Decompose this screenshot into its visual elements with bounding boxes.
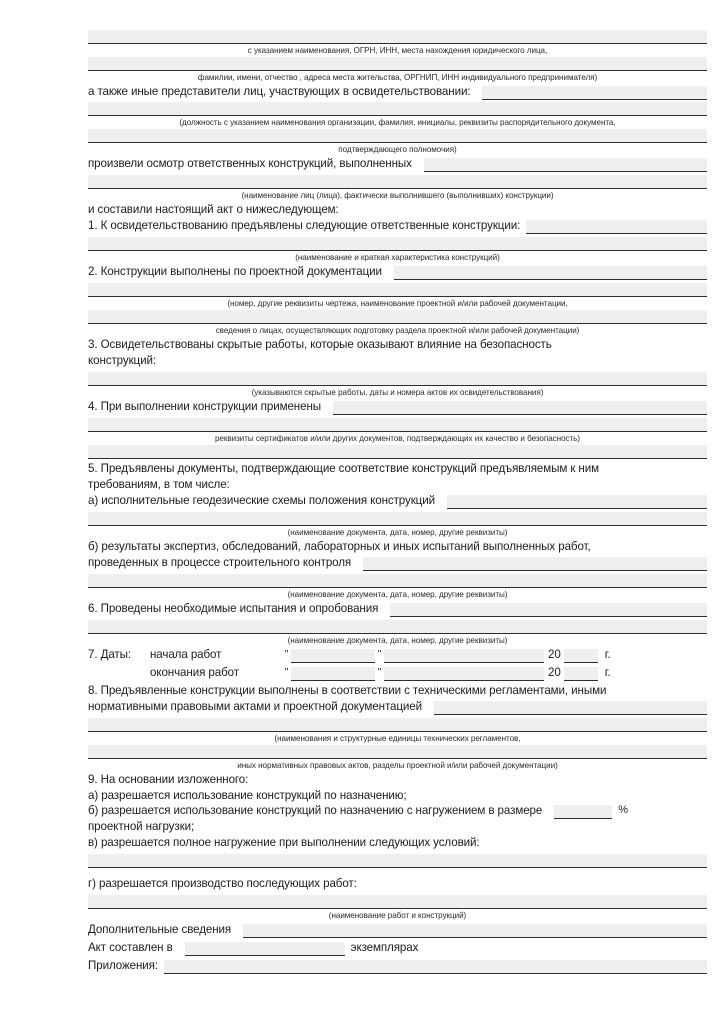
row-item-7-end <box>88 665 707 681</box>
label-item-6: 6. Проведены необходимые испытания и опробования <box>88 602 379 615</box>
row-item-3-line2 <box>88 353 707 369</box>
label-item-5-line1: 5. Предъявлены документы, подтверждающие соответствие конструкций предъявляемым к ним <box>88 462 599 475</box>
field-load-percent[interactable] <box>554 805 612 819</box>
field-copies-count[interactable] <box>185 942 345 956</box>
caption-doc-details-2: (наименование документа, дата, номер, другие реквизиты) <box>287 590 508 599</box>
label-item-9-b-line1: б) разрешается использование конструкций по назначению с нагружением в размере <box>88 804 543 817</box>
field-item-5-b[interactable] <box>363 557 707 571</box>
field-item-1-continued[interactable] <box>88 237 707 251</box>
label-percent-unit: % <box>618 804 628 816</box>
label-item-1: 1. К освидетельствованию предъявлены следующие ответственные конструкции: <box>88 219 521 232</box>
row-item-5-line2 <box>88 477 707 493</box>
label-end-year-suffix: г. <box>604 666 611 679</box>
label-start-year-suffix: г. <box>604 648 611 661</box>
label-item-7-spacer <box>88 680 150 681</box>
caption-technical-regulations: (наименования и структурные единицы технических регламентов, <box>274 734 521 743</box>
caption-construction-description: (наименование и краткая характеристика конструкций) <box>295 253 500 262</box>
label-item-9-a: а) разрешается использование конструкций по назначению; <box>88 789 407 802</box>
label-work-end: окончания работ <box>150 666 239 679</box>
row-item-5-b-line1 <box>88 539 707 555</box>
form-body <box>88 30 707 974</box>
row-other-representatives <box>88 84 707 100</box>
row-item-1 <box>88 218 707 234</box>
quote-open-start: " <box>284 649 289 660</box>
field-legal-entity-line1[interactable] <box>88 30 707 44</box>
field-item-8[interactable] <box>434 701 707 715</box>
row-item-5-b-line2 <box>88 555 707 571</box>
quote-close-end: " <box>377 667 382 678</box>
field-item-5-b-continued[interactable] <box>88 574 707 588</box>
label-work-start: начала работ <box>150 648 222 661</box>
label-item-5-a: а) исполнительные геодезические схемы положения конструкций <box>88 494 435 507</box>
label-item-5-b-line1: б) результаты экспертиз, обследований, лабораторных и иных испытаний выполненных работ, <box>88 540 591 553</box>
caption-doc-details-3: (наименование документа, дата, номер, другие реквизиты) <box>287 636 508 645</box>
label-item-2: 2. Конструкции выполнены по проектной документации <box>88 265 382 278</box>
field-item-5-a-continued[interactable] <box>88 512 707 526</box>
label-act-statement: и составили настоящий акт о нижеследующем: <box>88 203 339 216</box>
quote-open-end: " <box>284 667 289 678</box>
field-item-3[interactable] <box>88 372 707 386</box>
caption-legal-entity: с указанием наименования, ОГРН, ИНН, места нахождения юридического лица, <box>247 46 548 55</box>
field-item-2-continued[interactable] <box>88 283 707 297</box>
label-start-year-prefix: 20 <box>548 648 561 661</box>
label-copies-prefix: Акт составлен в <box>88 941 173 954</box>
label-item-4: 4. При выполнении конструкции применены <box>88 400 321 413</box>
row-act-statement <box>88 202 707 218</box>
field-item-8-continued[interactable] <box>88 718 707 732</box>
row-item-5-line1 <box>88 461 707 477</box>
row-inspection-performed <box>88 156 707 172</box>
label-item-8-line2: нормативными правовыми актами и проектной документацией <box>88 700 423 713</box>
field-certificates-line[interactable] <box>88 445 707 459</box>
field-end-day[interactable] <box>291 667 375 681</box>
caption-certificates: реквизиты сертификатов и/или других документов, подтверждающих их качество и безопасность) <box>214 434 580 443</box>
row-item-8-line2 <box>88 699 707 715</box>
row-item-3-line1 <box>88 337 707 353</box>
caption-position-details: (должность с указанием наименования организации, фамилия, инициалы, реквизиты распорядительного документа, <box>179 118 616 127</box>
row-item-6 <box>88 601 707 617</box>
row-item-8-line1 <box>88 683 707 699</box>
caption-legal-acts: иных нормативных правовых актов, разделы проектной и/или рабочей документации) <box>237 761 558 770</box>
row-item-7-start <box>88 647 707 663</box>
label-other-representatives: а также иные представители лиц, участвующих в освидетельствовании: <box>88 85 471 98</box>
caption-authority-confirm: подтверждающего полномочия) <box>338 145 457 154</box>
quote-close-start: " <box>377 649 382 660</box>
label-item-7: 7. Даты: <box>88 648 131 661</box>
label-annexes: Приложения: <box>88 959 158 972</box>
field-legal-acts-line[interactable] <box>88 745 707 759</box>
field-item-4-continued[interactable] <box>88 418 707 432</box>
row-item-9-b-line1 <box>88 804 707 819</box>
label-inspection-performed: произвели осмотр ответственных конструкций, выполненных <box>88 157 412 170</box>
field-start-day[interactable] <box>291 649 375 663</box>
row-item-9-v <box>88 835 707 851</box>
field-end-year[interactable] <box>564 667 598 681</box>
field-position-details-line[interactable] <box>88 102 707 116</box>
row-extra-info <box>88 922 707 938</box>
caption-hidden-works: (указываются скрытые работы, даты и номера актов их освидетельствования) <box>251 388 544 397</box>
field-item-1[interactable] <box>526 220 707 234</box>
field-item-9-v[interactable] <box>88 854 707 868</box>
row-item-2 <box>88 264 707 280</box>
caption-individual-entrepreneur: фамилии, имени, отчество , адреса места жительства, ОРГНИП, ИНН индивидуального предпринимателя) <box>197 73 598 82</box>
row-item-9-g <box>88 876 707 892</box>
row-copies <box>88 940 707 956</box>
field-item-6-continued[interactable] <box>88 620 707 634</box>
field-performer-name-line[interactable] <box>88 175 707 189</box>
field-item-4[interactable] <box>333 401 707 415</box>
row-item-9-a <box>88 788 707 804</box>
caption-drawing-details: (номер, другие реквизиты чертежа, наименование проектной и/или рабочей документации, <box>227 299 568 308</box>
field-extra-info[interactable] <box>243 924 707 938</box>
field-individual-entrepreneur-line[interactable] <box>88 57 707 71</box>
field-inspection-performer[interactable] <box>424 158 707 172</box>
label-item-9: 9. На основании изложенного: <box>88 773 249 786</box>
label-item-5-line2: требованиям, в том числе: <box>88 478 230 491</box>
field-item-6[interactable] <box>390 603 707 617</box>
label-copies-suffix: экземплярах <box>350 941 419 954</box>
field-item-9-g[interactable] <box>88 895 707 909</box>
label-item-5-b-line2: проведенных в процессе строительного контроля <box>88 556 352 569</box>
row-item-9 <box>88 772 707 788</box>
field-start-year[interactable] <box>564 649 598 663</box>
caption-performer-name: (наименование лиц (лица), фактически выполнившего (выполнивших) конструкции) <box>241 191 554 200</box>
field-design-preparers-line[interactable] <box>88 310 707 324</box>
caption-doc-details-1: (наименование документа, дата, номер, другие реквизиты) <box>287 528 508 537</box>
field-end-month[interactable] <box>384 667 544 681</box>
label-extra-info: Дополнительные сведения <box>88 923 232 936</box>
row-annexes <box>88 958 707 974</box>
field-other-representatives[interactable] <box>482 86 707 100</box>
field-annexes[interactable] <box>164 960 707 974</box>
label-item-9-v: в) разрешается полное нагружение при выполнении следующих условий: <box>88 836 480 849</box>
label-item-9-b-line2: проектной нагрузки; <box>88 820 195 833</box>
row-item-4 <box>88 399 707 415</box>
field-authority-confirm-line[interactable] <box>88 129 707 143</box>
field-item-5-a[interactable] <box>447 495 707 509</box>
label-item-8-line1: 8. Предъявленные конструкции выполнены в соответствии с техническими регламентами, иными <box>88 684 607 697</box>
label-item-3-line1: 3. Освидетельствованы скрытые работы, которые оказывают влияние на безопасность <box>88 338 552 351</box>
label-item-9-g: г) разрешается производство последующих работ: <box>88 877 357 890</box>
label-item-3-line2: конструкций: <box>88 354 156 367</box>
field-item-2[interactable] <box>394 266 707 280</box>
caption-design-preparers: сведения о лицах, осуществляющих подготовку раздела проектной и/или рабочей документации) <box>215 326 580 335</box>
field-start-month[interactable] <box>384 649 544 663</box>
caption-works-constructions: (наименование работ и конструкций) <box>328 911 467 920</box>
row-item-5-a <box>88 493 707 509</box>
label-end-year-prefix: 20 <box>548 666 561 679</box>
row-item-9-b-line2 <box>88 819 707 835</box>
